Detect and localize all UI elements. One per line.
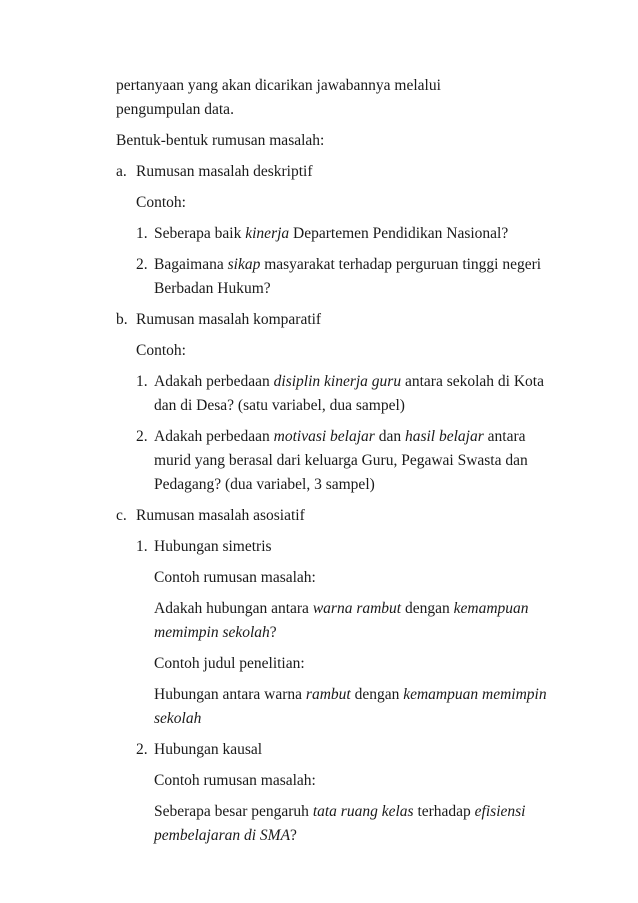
intro-paragraph <box>116 74 556 122</box>
item-emphasis: motivasi belajar <box>273 428 375 445</box>
item-text: dengan <box>350 686 404 703</box>
contoh-rumusan-label: Contoh rumusan masalah: <box>154 569 316 586</box>
example-question <box>116 597 556 645</box>
contoh-rumusan-label: Contoh rumusan masalah: <box>154 772 316 789</box>
section-deskriptif <box>116 160 556 301</box>
item-text: Seberapa besar pengaruh <box>154 803 313 820</box>
item-text: antara murid yang berasal dari keluarga Guru, Pegawai Swasta dan Pedagang? (dua variabel, 3 sampel) <box>154 428 528 493</box>
item-text: masyarakat terhadap perguruan tinggi negeri Berbadan Hukum? <box>154 256 542 297</box>
item-number: 1. <box>136 538 148 555</box>
section-heading <box>116 308 556 332</box>
item-text: Seberapa baik <box>154 225 246 242</box>
item-emphasis: hasil belajar <box>404 428 484 445</box>
item-number: 1. <box>136 225 148 242</box>
contoh-label: Contoh: <box>136 194 186 211</box>
item-text: Adakah perbedaan <box>154 428 274 445</box>
item-title: Hubungan kausal <box>154 741 263 758</box>
section-title: Rumusan masalah komparatif <box>136 311 322 328</box>
item-emphasis: kinerja <box>245 225 290 242</box>
section-title: Rumusan masalah asosiatif <box>136 507 305 524</box>
list-item <box>116 370 556 418</box>
document-body <box>116 74 556 855</box>
item-text: Bagaimana <box>154 256 228 273</box>
item-emphasis: rambut <box>305 686 351 703</box>
item-number: 1. <box>136 373 148 390</box>
section-heading <box>116 504 556 528</box>
item-text: dengan <box>401 600 454 617</box>
item-text: terhadap <box>413 803 475 820</box>
item-text: Adakah hubungan antara <box>154 600 313 617</box>
item-emphasis: sikap <box>227 256 261 273</box>
list-item <box>116 738 556 762</box>
item-emphasis: kemampuan memimpin sekolah <box>154 600 529 641</box>
list-item <box>116 535 556 559</box>
item-title: Hubungan simetris <box>154 538 272 555</box>
item-text: Hubungan antara warna <box>154 686 306 703</box>
item-emphasis: warna rambut <box>312 600 402 617</box>
item-text: ? <box>269 624 277 641</box>
example-question <box>116 800 556 848</box>
list-item <box>116 222 556 246</box>
item-emphasis: kemampuan memimpin sekolah <box>154 686 547 727</box>
section-marker: c. <box>116 507 127 524</box>
forms-heading: Bentuk-bentuk rumusan masalah: <box>116 132 325 149</box>
list-item <box>116 253 556 301</box>
item-number: 2. <box>136 428 148 445</box>
item-text: ? <box>290 827 297 844</box>
item-number: 2. <box>136 256 148 273</box>
section-marker: b. <box>116 311 128 328</box>
section-marker: a. <box>116 163 127 180</box>
contoh-judul-label: Contoh judul penelitian: <box>154 655 305 672</box>
item-text: Departemen Pendidikan Nasional? <box>289 225 509 242</box>
item-text: Adakah perbedaan <box>154 373 274 390</box>
section-komparatif <box>116 308 556 497</box>
list-item <box>116 425 556 497</box>
section-asosiatif <box>116 504 556 848</box>
intro-line-2: pengumpulan data. <box>116 101 234 118</box>
contoh-label: Contoh: <box>136 342 186 359</box>
item-emphasis: efisiensi pembelajaran di SMA <box>154 803 526 844</box>
item-emphasis: tata ruang kelas <box>312 803 414 820</box>
item-number: 2. <box>136 741 148 758</box>
section-heading <box>116 160 556 184</box>
section-title: Rumusan masalah deskriptif <box>136 163 313 180</box>
item-text: dan <box>374 428 405 445</box>
intro-line-1: pertanyaan yang akan dicarikan jawabannya melalui <box>116 77 441 94</box>
item-text: antara sekolah di Kota dan di Desa? (satu variabel, dua sampel) <box>154 373 544 414</box>
item-emphasis: disiplin kinerja guru <box>273 373 402 390</box>
example-title <box>116 683 556 731</box>
